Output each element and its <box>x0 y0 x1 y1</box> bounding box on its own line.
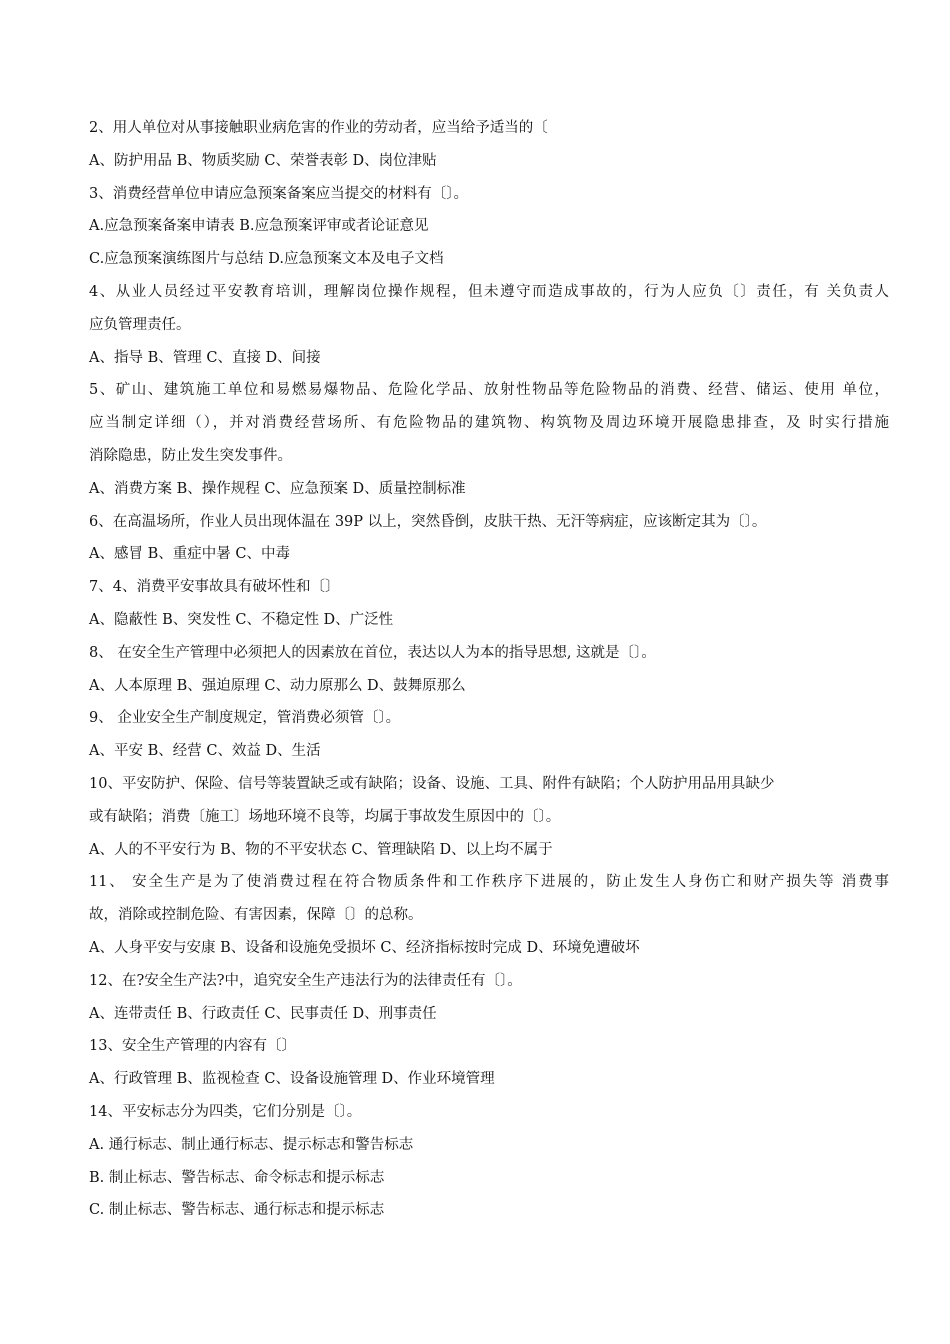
question-4-text-line-2: 应负管理责任。 <box>89 316 191 333</box>
question-14-option-a: A. 通行标志、制止通行标志、提示标志和警告标志 <box>89 1136 414 1153</box>
question-13-text: 13、安全生产管理的内容有〔〕 <box>89 1038 296 1055</box>
question-12-options: A、连带责任 B、行政责任 C、民事责任 D、刑事责任 <box>89 1005 437 1022</box>
question-8-text: 8、 在安全生产管理中必须把人的因素放在首位，表达以人为本的指导思想, 这就是〔〕。 <box>89 644 656 661</box>
question-7-options: A、隐蔽性 B、突发性 C、不稳定性 D、广泛性 <box>89 611 394 628</box>
question-14-option-c: C. 制止标志、警告标志、通行标志和提示标志 <box>89 1202 385 1219</box>
question-5-text-line-1: 5、矿山、建筑施工单位和易燃易爆物品、危险化学品、放射性物品等危险物品的消费、经营、储运、使用 单位， <box>89 382 889 399</box>
question-9-text: 9、 企业安全生产制度规定，管消费必须管〔〕。 <box>89 710 401 727</box>
question-11-text-line-2: 故，消除或控制危险、有害因素，保障〔〕的总称。 <box>89 907 423 924</box>
question-10-text-line-2: 或有缺陷；消费〔施工〕场地环境不良等，均属于事故发生原因中的〔〕。 <box>89 808 561 825</box>
question-10-text-line-1: 10、平安防护、保险、信号等装置缺乏或有缺陷；设备、设施、工具、附件有缺陷；个人防护用品用具缺少 <box>89 775 775 792</box>
question-2-text: 2、用人单位对从事接触职业病危害的作业的劳动者，应当给予适当的〔 <box>89 120 548 136</box>
question-5-text-line-3: 消除隐患，防止发生突发事件。 <box>89 447 292 464</box>
question-6-text: 6、在高温场所，作业人员出现体温在 39P 以上，突然昏倒，皮肤干热、无汗等病症，应该断定其为〔〕。 <box>89 513 767 530</box>
question-6-options: A、感冒 B、重症中暑 C、中毒 <box>89 546 290 563</box>
question-4-text-line-1: 4、从业人员经过平安教育培训，理解岗位操作规程，但未遵守而造成事故的，行为人应负〔〕责任，有 关负责人 <box>89 283 889 300</box>
question-14-option-b: B. 制止标志、警告标志、命令标志和提示标志 <box>89 1169 385 1186</box>
question-12-text: 12、在?安全生产法?中，追究安全生产违法行为的法律责任有〔〕。 <box>89 972 522 989</box>
question-3-text: 3、消费经营单位申请应急预案备案应当提交的材料有〔〕。 <box>89 185 468 202</box>
question-2-options: A、防护用品 B、物质奖励 C、荣誉表彰 D、岗位津贴 <box>89 152 437 169</box>
question-7-text: 7、4、消费平安事故具有破坏性和〔〕 <box>89 579 340 596</box>
question-14-text: 14、平安标志分为四类，它们分别是〔〕。 <box>89 1103 362 1120</box>
question-3-options-cd: C.应急预案演练图片与总结 D.应急预案文本及电子文档 <box>89 251 444 268</box>
question-5-text-line-2: 应当制定详细（），并对消费经营场所、有危险物品的建筑物、构筑物及周边环境开展隐患排查，及 时实行措施 <box>89 415 889 432</box>
question-9-options: A、平安 B、经营 C、效益 D、生活 <box>89 743 321 760</box>
question-11-options: A、人身平安与安康 B、设备和设施免受损坏 C、经济指标按时完成 D、环境免遭破坏 <box>89 939 640 956</box>
document-body <box>89 112 889 1227</box>
question-3-options-ab: A.应急预案备案申请表 B.应急预案评审或者论证意见 <box>89 218 429 235</box>
question-4-options: A、指导 B、管理 C、直接 D、间接 <box>89 349 321 366</box>
question-8-options: A、人本原理 B、强迫原理 C、动力原那么 D、鼓舞原那么 <box>89 677 466 694</box>
question-13-options: A、行政管理 B、监视检查 C、设备设施管理 D、作业环境管理 <box>89 1071 495 1088</box>
question-10-options: A、人的不平安行为 B、物的不平安状态 C、管理缺陷 D、以上均不属于 <box>89 841 553 858</box>
question-5-options: A、消费方案 B、操作规程 C、应急预案 D、质量控制标准 <box>89 480 466 497</box>
question-11-text-line-1: 11、 安全生产是为了使消费过程在符合物质条件和工作秩序下进展的，防止发生人身伤亡和财产损失等 消费事 <box>89 874 889 891</box>
